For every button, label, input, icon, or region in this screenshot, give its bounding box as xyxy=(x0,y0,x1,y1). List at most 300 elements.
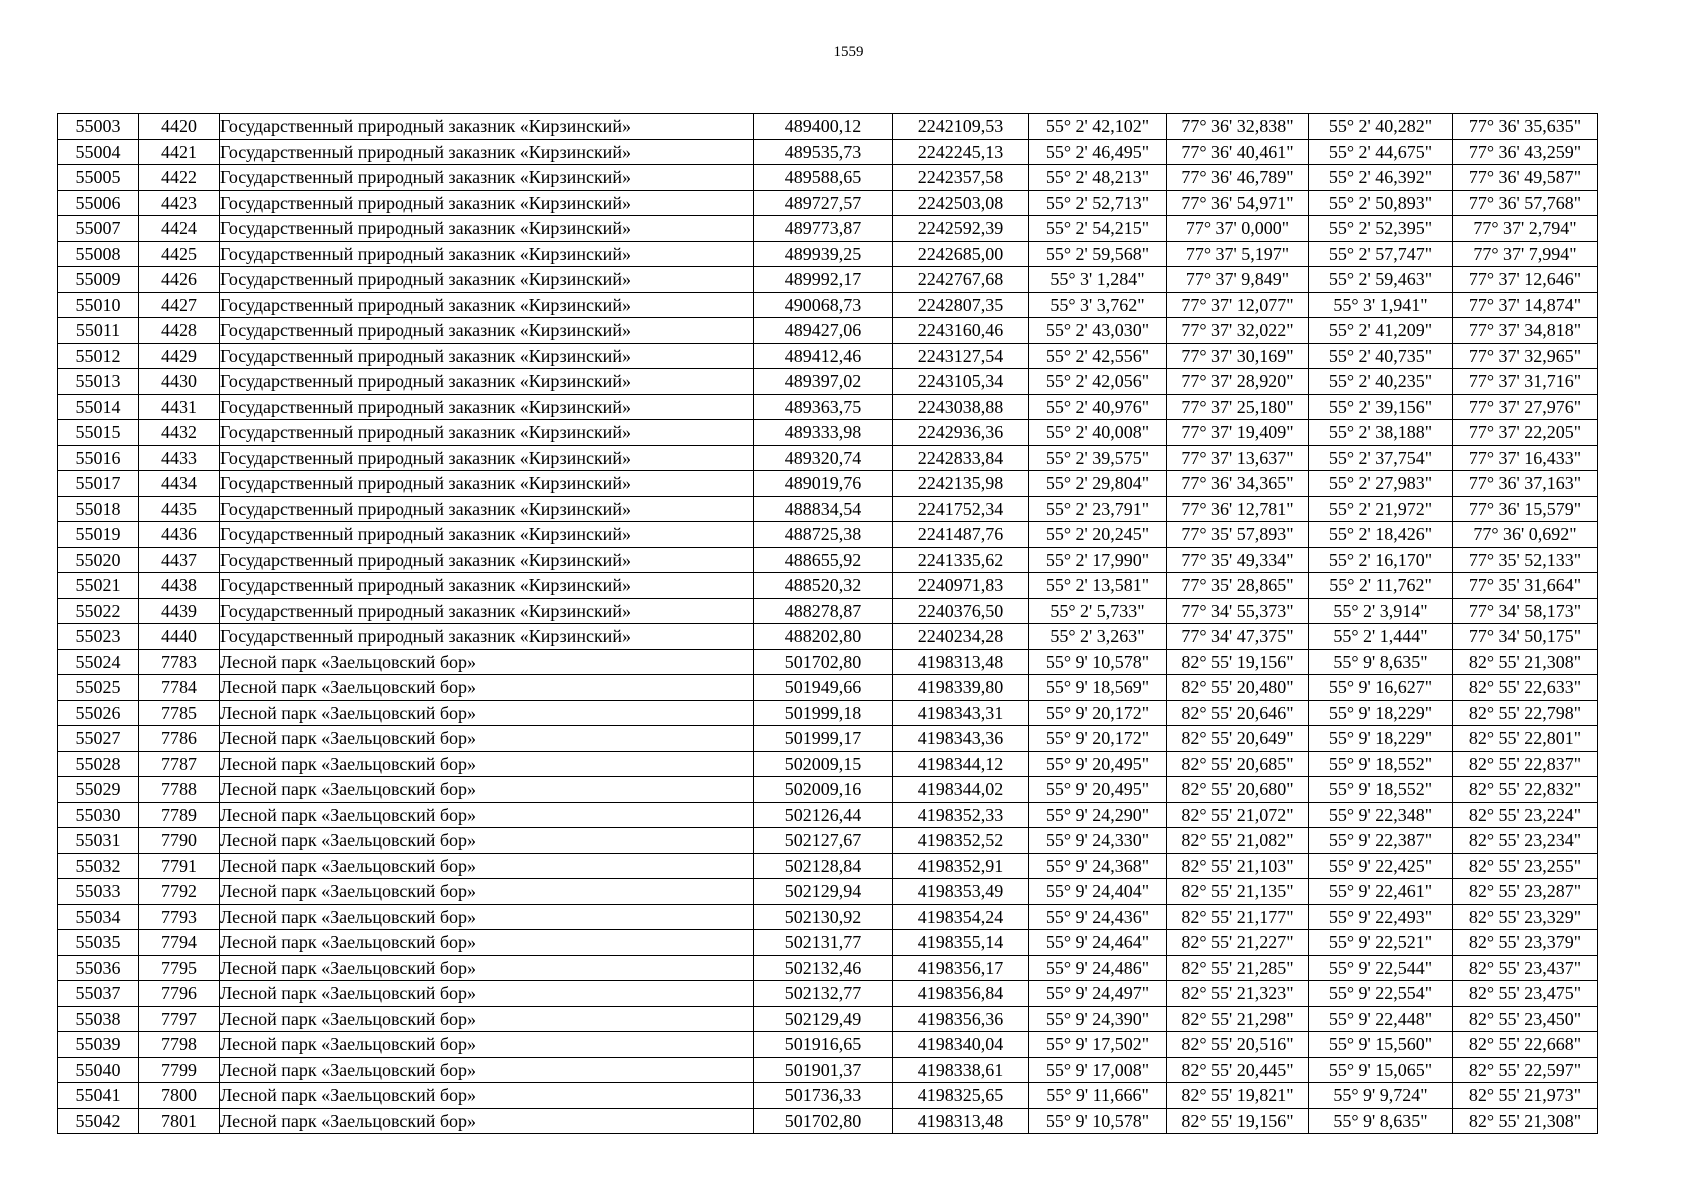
cell-object-name: Государственный природный заказник «Кирзинский» xyxy=(220,496,754,522)
cell-latitude-1: 55° 9' 20,172" xyxy=(1029,726,1167,752)
table-row xyxy=(58,369,1598,395)
cell-x-coordinate: 489588,65 xyxy=(754,165,893,191)
cell-point-number: 7799 xyxy=(139,1057,220,1083)
cell-longitude-1: 82° 55' 21,227" xyxy=(1167,930,1309,956)
cell-x-coordinate: 502009,16 xyxy=(754,777,893,803)
cell-longitude-1: 82° 55' 21,285" xyxy=(1167,955,1309,981)
cell-point-number: 4429 xyxy=(139,343,220,369)
cell-latitude-1: 55° 9' 24,436" xyxy=(1029,904,1167,930)
cell-object-name: Лесной парк «Заельцовский бор» xyxy=(220,675,754,701)
cell-longitude-2: 82° 55' 22,798" xyxy=(1453,700,1598,726)
cell-latitude-2: 55° 9' 18,229" xyxy=(1309,700,1453,726)
table-row xyxy=(58,1032,1598,1058)
cell-latitude-2: 55° 9' 9,724" xyxy=(1309,1083,1453,1109)
cell-object-name: Лесной парк «Заельцовский бор» xyxy=(220,955,754,981)
cell-y-coordinate: 2240234,28 xyxy=(893,624,1029,650)
cell-y-coordinate: 2240376,50 xyxy=(893,598,1029,624)
cell-longitude-2: 77° 37' 22,205" xyxy=(1453,420,1598,446)
cell-point-number: 7786 xyxy=(139,726,220,752)
cell-point-number: 7789 xyxy=(139,802,220,828)
table-row xyxy=(58,573,1598,599)
cell-latitude-1: 55° 9' 24,330" xyxy=(1029,828,1167,854)
cell-object-name: Государственный природный заказник «Кирзинский» xyxy=(220,522,754,548)
cell-object-name: Лесной парк «Заельцовский бор» xyxy=(220,879,754,905)
cell-longitude-2: 82° 55' 22,837" xyxy=(1453,751,1598,777)
table-row xyxy=(58,904,1598,930)
cell-longitude-1: 77° 36' 46,789" xyxy=(1167,165,1309,191)
cell-point-number: 7794 xyxy=(139,930,220,956)
cell-object-name: Лесной парк «Заельцовский бор» xyxy=(220,828,754,854)
cell-point-number: 4440 xyxy=(139,624,220,650)
cell-latitude-2: 55° 2' 59,463" xyxy=(1309,267,1453,293)
cell-longitude-1: 82° 55' 20,516" xyxy=(1167,1032,1309,1058)
cell-y-coordinate: 4198356,17 xyxy=(893,955,1029,981)
cell-x-coordinate: 501999,18 xyxy=(754,700,893,726)
cell-point-id: 55030 xyxy=(58,802,139,828)
cell-y-coordinate: 2242833,84 xyxy=(893,445,1029,471)
table-row xyxy=(58,675,1598,701)
cell-object-name: Государственный природный заказник «Кирзинский» xyxy=(220,624,754,650)
cell-longitude-2: 82° 55' 23,224" xyxy=(1453,802,1598,828)
cell-object-name: Лесной парк «Заельцовский бор» xyxy=(220,1006,754,1032)
cell-point-id: 55018 xyxy=(58,496,139,522)
cell-point-id: 55036 xyxy=(58,955,139,981)
cell-point-number: 7798 xyxy=(139,1032,220,1058)
cell-longitude-2: 82° 55' 23,255" xyxy=(1453,853,1598,879)
cell-object-name: Государственный природный заказник «Кирзинский» xyxy=(220,114,754,140)
cell-y-coordinate: 2243105,34 xyxy=(893,369,1029,395)
cell-longitude-2: 77° 34' 50,175" xyxy=(1453,624,1598,650)
cell-longitude-1: 77° 37' 13,637" xyxy=(1167,445,1309,471)
cell-x-coordinate: 502132,46 xyxy=(754,955,893,981)
cell-y-coordinate: 2243127,54 xyxy=(893,343,1029,369)
cell-longitude-1: 77° 37' 0,000" xyxy=(1167,216,1309,242)
cell-latitude-1: 55° 9' 24,464" xyxy=(1029,930,1167,956)
cell-object-name: Государственный природный заказник «Кирзинский» xyxy=(220,267,754,293)
cell-longitude-2: 77° 36' 0,692" xyxy=(1453,522,1598,548)
cell-x-coordinate: 501949,66 xyxy=(754,675,893,701)
cell-latitude-1: 55° 2' 13,581" xyxy=(1029,573,1167,599)
cell-latitude-2: 55° 9' 22,387" xyxy=(1309,828,1453,854)
cell-longitude-2: 82° 55' 22,832" xyxy=(1453,777,1598,803)
table-row xyxy=(58,547,1598,573)
cell-point-id: 55020 xyxy=(58,547,139,573)
cell-x-coordinate: 489727,57 xyxy=(754,190,893,216)
cell-latitude-2: 55° 2' 46,392" xyxy=(1309,165,1453,191)
table-row xyxy=(58,522,1598,548)
cell-y-coordinate: 2242936,36 xyxy=(893,420,1029,446)
cell-point-number: 7800 xyxy=(139,1083,220,1109)
cell-object-name: Лесной парк «Заельцовский бор» xyxy=(220,981,754,1007)
cell-x-coordinate: 501916,65 xyxy=(754,1032,893,1058)
cell-object-name: Государственный природный заказник «Кирзинский» xyxy=(220,292,754,318)
cell-latitude-2: 55° 2' 41,209" xyxy=(1309,318,1453,344)
table-row xyxy=(58,649,1598,675)
cell-longitude-2: 77° 37' 14,874" xyxy=(1453,292,1598,318)
cell-longitude-1: 82° 55' 20,680" xyxy=(1167,777,1309,803)
table-row xyxy=(58,1083,1598,1109)
cell-point-id: 55023 xyxy=(58,624,139,650)
cell-latitude-2: 55° 2' 16,170" xyxy=(1309,547,1453,573)
cell-point-id: 55042 xyxy=(58,1108,139,1134)
table-row xyxy=(58,1108,1598,1134)
cell-latitude-1: 55° 9' 17,008" xyxy=(1029,1057,1167,1083)
cell-y-coordinate: 4198325,65 xyxy=(893,1083,1029,1109)
cell-point-id: 55004 xyxy=(58,139,139,165)
cell-longitude-2: 77° 37' 27,976" xyxy=(1453,394,1598,420)
cell-latitude-2: 55° 9' 22,544" xyxy=(1309,955,1453,981)
cell-object-name: Государственный природный заказник «Кирзинский» xyxy=(220,471,754,497)
cell-latitude-2: 55° 2' 18,426" xyxy=(1309,522,1453,548)
cell-object-name: Государственный природный заказник «Кирзинский» xyxy=(220,241,754,267)
cell-longitude-1: 77° 37' 9,849" xyxy=(1167,267,1309,293)
cell-object-name: Лесной парк «Заельцовский бор» xyxy=(220,726,754,752)
cell-latitude-1: 55° 2' 17,990" xyxy=(1029,547,1167,573)
cell-y-coordinate: 2241752,34 xyxy=(893,496,1029,522)
table-row xyxy=(58,292,1598,318)
table-body xyxy=(58,114,1598,1134)
cell-x-coordinate: 502132,77 xyxy=(754,981,893,1007)
cell-longitude-2: 82° 55' 22,597" xyxy=(1453,1057,1598,1083)
cell-latitude-1: 55° 2' 20,245" xyxy=(1029,522,1167,548)
cell-latitude-2: 55° 2' 38,188" xyxy=(1309,420,1453,446)
cell-latitude-2: 55° 9' 18,552" xyxy=(1309,777,1453,803)
cell-point-id: 55022 xyxy=(58,598,139,624)
cell-point-id: 55039 xyxy=(58,1032,139,1058)
cell-longitude-2: 82° 55' 23,450" xyxy=(1453,1006,1598,1032)
cell-object-name: Государственный природный заказник «Кирзинский» xyxy=(220,598,754,624)
cell-point-id: 55041 xyxy=(58,1083,139,1109)
cell-longitude-2: 77° 36' 57,768" xyxy=(1453,190,1598,216)
cell-latitude-2: 55° 9' 22,493" xyxy=(1309,904,1453,930)
cell-longitude-1: 77° 36' 12,781" xyxy=(1167,496,1309,522)
cell-y-coordinate: 2242245,13 xyxy=(893,139,1029,165)
cell-longitude-1: 77° 37' 25,180" xyxy=(1167,394,1309,420)
table-row xyxy=(58,598,1598,624)
cell-x-coordinate: 489397,02 xyxy=(754,369,893,395)
cell-longitude-2: 82° 55' 21,308" xyxy=(1453,649,1598,675)
cell-latitude-1: 55° 9' 24,486" xyxy=(1029,955,1167,981)
cell-point-id: 55010 xyxy=(58,292,139,318)
cell-latitude-1: 55° 2' 46,495" xyxy=(1029,139,1167,165)
cell-y-coordinate: 4198339,80 xyxy=(893,675,1029,701)
cell-point-id: 55025 xyxy=(58,675,139,701)
cell-latitude-2: 55° 9' 18,229" xyxy=(1309,726,1453,752)
cell-longitude-2: 77° 37' 12,646" xyxy=(1453,267,1598,293)
table-row xyxy=(58,216,1598,242)
cell-point-number: 4424 xyxy=(139,216,220,242)
cell-latitude-1: 55° 9' 18,569" xyxy=(1029,675,1167,701)
cell-point-id: 55014 xyxy=(58,394,139,420)
cell-latitude-2: 55° 2' 40,735" xyxy=(1309,343,1453,369)
cell-longitude-1: 82° 55' 20,649" xyxy=(1167,726,1309,752)
cell-y-coordinate: 4198356,36 xyxy=(893,1006,1029,1032)
cell-x-coordinate: 502127,67 xyxy=(754,828,893,854)
cell-object-name: Лесной парк «Заельцовский бор» xyxy=(220,802,754,828)
cell-longitude-2: 77° 37' 16,433" xyxy=(1453,445,1598,471)
cell-point-id: 55011 xyxy=(58,318,139,344)
cell-latitude-1: 55° 2' 29,804" xyxy=(1029,471,1167,497)
cell-longitude-2: 82° 55' 23,287" xyxy=(1453,879,1598,905)
cell-x-coordinate: 489412,46 xyxy=(754,343,893,369)
cell-y-coordinate: 2242357,58 xyxy=(893,165,1029,191)
cell-point-number: 4436 xyxy=(139,522,220,548)
cell-latitude-1: 55° 2' 52,713" xyxy=(1029,190,1167,216)
cell-object-name: Лесной парк «Заельцовский бор» xyxy=(220,904,754,930)
cell-latitude-2: 55° 2' 40,235" xyxy=(1309,369,1453,395)
cell-y-coordinate: 4198344,02 xyxy=(893,777,1029,803)
cell-latitude-1: 55° 9' 24,390" xyxy=(1029,1006,1167,1032)
cell-object-name: Лесной парк «Заельцовский бор» xyxy=(220,930,754,956)
cell-longitude-1: 77° 35' 49,334" xyxy=(1167,547,1309,573)
cell-y-coordinate: 4198344,12 xyxy=(893,751,1029,777)
cell-longitude-1: 82° 55' 19,156" xyxy=(1167,649,1309,675)
cell-point-id: 55026 xyxy=(58,700,139,726)
cell-longitude-1: 77° 35' 57,893" xyxy=(1167,522,1309,548)
cell-point-number: 4430 xyxy=(139,369,220,395)
cell-object-name: Государственный природный заказник «Кирзинский» xyxy=(220,139,754,165)
cell-longitude-2: 77° 37' 7,994" xyxy=(1453,241,1598,267)
cell-longitude-1: 82° 55' 21,298" xyxy=(1167,1006,1309,1032)
cell-longitude-1: 82° 55' 21,135" xyxy=(1167,879,1309,905)
cell-latitude-1: 55° 2' 42,102" xyxy=(1029,114,1167,140)
cell-object-name: Лесной парк «Заельцовский бор» xyxy=(220,1108,754,1134)
cell-longitude-2: 82° 55' 22,633" xyxy=(1453,675,1598,701)
table-row xyxy=(58,420,1598,446)
cell-point-id: 55009 xyxy=(58,267,139,293)
cell-longitude-2: 82° 55' 21,308" xyxy=(1453,1108,1598,1134)
cell-latitude-1: 55° 2' 3,263" xyxy=(1029,624,1167,650)
cell-latitude-2: 55° 9' 8,635" xyxy=(1309,1108,1453,1134)
table-row xyxy=(58,343,1598,369)
cell-latitude-2: 55° 2' 40,282" xyxy=(1309,114,1453,140)
cell-y-coordinate: 2243160,46 xyxy=(893,318,1029,344)
cell-latitude-1: 55° 3' 1,284" xyxy=(1029,267,1167,293)
cell-object-name: Лесной парк «Заельцовский бор» xyxy=(220,1032,754,1058)
cell-object-name: Государственный природный заказник «Кирзинский» xyxy=(220,190,754,216)
cell-longitude-1: 82° 55' 19,156" xyxy=(1167,1108,1309,1134)
cell-point-id: 55034 xyxy=(58,904,139,930)
cell-latitude-1: 55° 2' 23,791" xyxy=(1029,496,1167,522)
cell-latitude-1: 55° 9' 10,578" xyxy=(1029,649,1167,675)
cell-point-id: 55035 xyxy=(58,930,139,956)
cell-object-name: Государственный природный заказник «Кирзинский» xyxy=(220,573,754,599)
cell-longitude-2: 82° 55' 21,973" xyxy=(1453,1083,1598,1109)
cell-x-coordinate: 489363,75 xyxy=(754,394,893,420)
cell-latitude-2: 55° 3' 1,941" xyxy=(1309,292,1453,318)
cell-y-coordinate: 2241335,62 xyxy=(893,547,1029,573)
cell-longitude-2: 77° 36' 43,259" xyxy=(1453,139,1598,165)
cell-point-id: 55037 xyxy=(58,981,139,1007)
cell-point-id: 55029 xyxy=(58,777,139,803)
cell-point-number: 4428 xyxy=(139,318,220,344)
cell-latitude-1: 55° 9' 20,495" xyxy=(1029,751,1167,777)
cell-point-id: 55032 xyxy=(58,853,139,879)
cell-latitude-2: 55° 2' 1,444" xyxy=(1309,624,1453,650)
cell-y-coordinate: 4198313,48 xyxy=(893,1108,1029,1134)
cell-latitude-2: 55° 2' 3,914" xyxy=(1309,598,1453,624)
cell-longitude-1: 82° 55' 20,646" xyxy=(1167,700,1309,726)
cell-latitude-2: 55° 2' 50,893" xyxy=(1309,190,1453,216)
cell-latitude-2: 55° 9' 22,554" xyxy=(1309,981,1453,1007)
cell-y-coordinate: 4198340,04 xyxy=(893,1032,1029,1058)
cell-point-id: 55007 xyxy=(58,216,139,242)
cell-y-coordinate: 4198353,49 xyxy=(893,879,1029,905)
cell-point-number: 7795 xyxy=(139,955,220,981)
cell-point-number: 7793 xyxy=(139,904,220,930)
cell-point-number: 4431 xyxy=(139,394,220,420)
cell-x-coordinate: 489992,17 xyxy=(754,267,893,293)
cell-x-coordinate: 488725,38 xyxy=(754,522,893,548)
cell-x-coordinate: 502128,84 xyxy=(754,853,893,879)
cell-y-coordinate: 4198352,33 xyxy=(893,802,1029,828)
cell-x-coordinate: 489320,74 xyxy=(754,445,893,471)
cell-point-id: 55015 xyxy=(58,420,139,446)
cell-x-coordinate: 488278,87 xyxy=(754,598,893,624)
cell-y-coordinate: 4198354,24 xyxy=(893,904,1029,930)
cell-point-id: 55024 xyxy=(58,649,139,675)
cell-longitude-1: 77° 37' 12,077" xyxy=(1167,292,1309,318)
table-row xyxy=(58,777,1598,803)
cell-y-coordinate: 2243038,88 xyxy=(893,394,1029,420)
table-row xyxy=(58,1006,1598,1032)
cell-longitude-1: 77° 34' 55,373" xyxy=(1167,598,1309,624)
cell-point-number: 4433 xyxy=(139,445,220,471)
cell-latitude-2: 55° 9' 22,348" xyxy=(1309,802,1453,828)
cell-point-number: 7796 xyxy=(139,981,220,1007)
cell-point-number: 7785 xyxy=(139,700,220,726)
cell-longitude-1: 82° 55' 20,480" xyxy=(1167,675,1309,701)
cell-x-coordinate: 489427,06 xyxy=(754,318,893,344)
cell-point-number: 7784 xyxy=(139,675,220,701)
cell-point-number: 4432 xyxy=(139,420,220,446)
cell-y-coordinate: 4198343,36 xyxy=(893,726,1029,752)
cell-point-id: 55019 xyxy=(58,522,139,548)
cell-latitude-2: 55° 9' 16,627" xyxy=(1309,675,1453,701)
cell-longitude-2: 77° 36' 15,579" xyxy=(1453,496,1598,522)
cell-longitude-2: 77° 35' 31,664" xyxy=(1453,573,1598,599)
cell-longitude-1: 82° 55' 21,082" xyxy=(1167,828,1309,854)
cell-point-id: 55005 xyxy=(58,165,139,191)
cell-x-coordinate: 488834,54 xyxy=(754,496,893,522)
cell-point-number: 4427 xyxy=(139,292,220,318)
table-row xyxy=(58,165,1598,191)
cell-longitude-2: 82° 55' 23,437" xyxy=(1453,955,1598,981)
cell-longitude-1: 77° 37' 32,022" xyxy=(1167,318,1309,344)
cell-x-coordinate: 502126,44 xyxy=(754,802,893,828)
cell-point-id: 55038 xyxy=(58,1006,139,1032)
cell-y-coordinate: 4198313,48 xyxy=(893,649,1029,675)
cell-x-coordinate: 501901,37 xyxy=(754,1057,893,1083)
cell-object-name: Лесной парк «Заельцовский бор» xyxy=(220,751,754,777)
cell-point-id: 55006 xyxy=(58,190,139,216)
table-row xyxy=(58,394,1598,420)
cell-y-coordinate: 2242767,68 xyxy=(893,267,1029,293)
cell-y-coordinate: 2240971,83 xyxy=(893,573,1029,599)
cell-latitude-1: 55° 2' 40,008" xyxy=(1029,420,1167,446)
cell-latitude-1: 55° 9' 24,290" xyxy=(1029,802,1167,828)
cell-object-name: Лесной парк «Заельцовский бор» xyxy=(220,853,754,879)
table-row xyxy=(58,802,1598,828)
cell-latitude-1: 55° 2' 39,575" xyxy=(1029,445,1167,471)
cell-latitude-2: 55° 2' 11,762" xyxy=(1309,573,1453,599)
cell-point-id: 55040 xyxy=(58,1057,139,1083)
page-number: 1559 xyxy=(833,44,864,60)
cell-point-number: 7792 xyxy=(139,879,220,905)
cell-object-name: Государственный природный заказник «Кирзинский» xyxy=(220,343,754,369)
cell-latitude-1: 55° 9' 24,368" xyxy=(1029,853,1167,879)
cell-longitude-1: 77° 36' 54,971" xyxy=(1167,190,1309,216)
cell-longitude-2: 77° 37' 31,716" xyxy=(1453,369,1598,395)
cell-latitude-2: 55° 2' 57,747" xyxy=(1309,241,1453,267)
cell-y-coordinate: 4198343,31 xyxy=(893,700,1029,726)
cell-object-name: Государственный природный заказник «Кирзинский» xyxy=(220,216,754,242)
cell-point-number: 4425 xyxy=(139,241,220,267)
cell-point-id: 55013 xyxy=(58,369,139,395)
cell-point-number: 4422 xyxy=(139,165,220,191)
table-row xyxy=(58,853,1598,879)
cell-x-coordinate: 490068,73 xyxy=(754,292,893,318)
cell-point-number: 4438 xyxy=(139,573,220,599)
cell-object-name: Лесной парк «Заельцовский бор» xyxy=(220,1057,754,1083)
table-row xyxy=(58,879,1598,905)
cell-latitude-1: 55° 2' 59,568" xyxy=(1029,241,1167,267)
cell-longitude-1: 77° 36' 34,365" xyxy=(1167,471,1309,497)
cell-x-coordinate: 502009,15 xyxy=(754,751,893,777)
cell-longitude-1: 77° 37' 5,197" xyxy=(1167,241,1309,267)
cell-latitude-2: 55° 2' 27,983" xyxy=(1309,471,1453,497)
cell-object-name: Государственный природный заказник «Кирзинский» xyxy=(220,445,754,471)
cell-object-name: Государственный природный заказник «Кирзинский» xyxy=(220,318,754,344)
cell-longitude-1: 82° 55' 20,685" xyxy=(1167,751,1309,777)
cell-longitude-2: 77° 36' 37,163" xyxy=(1453,471,1598,497)
table-row xyxy=(58,981,1598,1007)
table-row xyxy=(58,496,1598,522)
cell-point-number: 4435 xyxy=(139,496,220,522)
cell-point-id: 55027 xyxy=(58,726,139,752)
cell-longitude-2: 77° 37' 32,965" xyxy=(1453,343,1598,369)
cell-latitude-2: 55° 9' 15,065" xyxy=(1309,1057,1453,1083)
cell-point-number: 4439 xyxy=(139,598,220,624)
cell-x-coordinate: 501999,17 xyxy=(754,726,893,752)
cell-longitude-1: 82° 55' 20,445" xyxy=(1167,1057,1309,1083)
cell-latitude-1: 55° 9' 24,404" xyxy=(1029,879,1167,905)
table-row xyxy=(58,624,1598,650)
cell-latitude-1: 55° 2' 42,556" xyxy=(1029,343,1167,369)
cell-x-coordinate: 488520,32 xyxy=(754,573,893,599)
cell-x-coordinate: 488655,92 xyxy=(754,547,893,573)
cell-point-id: 55031 xyxy=(58,828,139,854)
cell-longitude-2: 77° 34' 58,173" xyxy=(1453,598,1598,624)
cell-longitude-1: 82° 55' 21,323" xyxy=(1167,981,1309,1007)
cell-x-coordinate: 489535,73 xyxy=(754,139,893,165)
cell-y-coordinate: 4198356,84 xyxy=(893,981,1029,1007)
cell-object-name: Государственный природный заказник «Кирзинский» xyxy=(220,420,754,446)
cell-object-name: Государственный природный заказник «Кирзинский» xyxy=(220,394,754,420)
cell-latitude-1: 55° 9' 20,172" xyxy=(1029,700,1167,726)
cell-point-number: 4420 xyxy=(139,114,220,140)
table-row xyxy=(58,930,1598,956)
cell-point-number: 4426 xyxy=(139,267,220,293)
cell-latitude-2: 55° 2' 39,156" xyxy=(1309,394,1453,420)
cell-latitude-2: 55° 2' 52,395" xyxy=(1309,216,1453,242)
table-row xyxy=(58,114,1598,140)
table-row xyxy=(58,471,1598,497)
cell-point-id: 55012 xyxy=(58,343,139,369)
cell-y-coordinate: 2241487,76 xyxy=(893,522,1029,548)
cell-latitude-2: 55° 9' 8,635" xyxy=(1309,649,1453,675)
cell-x-coordinate: 501702,80 xyxy=(754,649,893,675)
